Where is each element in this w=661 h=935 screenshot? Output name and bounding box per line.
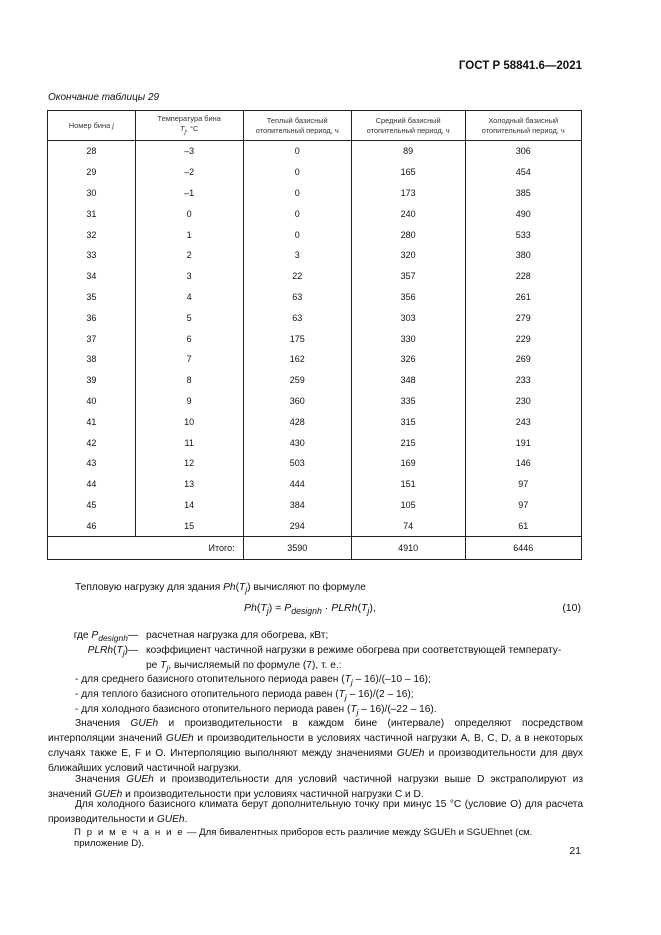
table-cell: 32 [48,224,136,245]
table-cell: 46 [48,515,136,536]
bullet-average: - для среднего базисного отопительного периода равен $(T_j - 16)/(-10 - 16)$; [75,674,431,688]
table-row [48,203,582,224]
table-cell: 97 [465,474,581,495]
table-cell: 41 [48,411,136,432]
table-cell: –3 [135,141,243,162]
table-cell: 11 [135,432,243,453]
definition-pdesign: где $P_{designh}$ — расчетная нагрузка для обогрева, кВт; [48,628,583,644]
table-cell: 330 [351,328,465,349]
table-row [48,515,582,536]
note [74,827,584,849]
table-row [48,495,582,516]
table-cell: 89 [351,141,465,162]
table-cell: 3 [135,266,243,287]
table-row [48,245,582,266]
table-cell: 7 [135,349,243,370]
term-plrh: $PLRh(T_j)$ [87,645,128,659]
table-cell: 490 [465,203,581,224]
table-cell: 14 [135,495,243,516]
table-cell: 360 [243,391,351,412]
table-cell: 348 [351,370,465,391]
bullet-warm: - для теплого базисного отопительного периода равен $(T_j - 16)/(2 - 16)$; [75,689,414,703]
table-body [48,141,582,537]
table-cell: 74 [351,515,465,536]
table-cell: 105 [351,495,465,516]
table-cell: –1 [135,183,243,204]
total-average: 4910 [351,537,465,560]
table-cell: 320 [351,245,465,266]
total-warm: 3590 [243,537,351,560]
table-cell: 15 [135,515,243,536]
table-cell: 0 [243,224,351,245]
table-cell: 9 [135,391,243,412]
table-caption: Окончание таблицы 29 [48,92,160,103]
table-cell: 1 [135,224,243,245]
table-cell: 44 [48,474,136,495]
table-cell: 37 [48,328,136,349]
paragraph-interpolation: Значения GUEh и производительности в каждом бине (интервале) определяют посредством интерполяции значений GUEh и производительности в условиях частичной нагрузки A, B, C, D, а в некоторых случаях также E, F и O. Интерполяцию выполняют между значениями GUEh и производительности для двух ближайших условий частичной нагрузки. [48,718,584,774]
table-cell: 40 [48,391,136,412]
table-cell: 43 [48,453,136,474]
table-cell: 29 [48,162,136,183]
definition-plrh: $PLRh(T_j)$ — коэффициент частичной нагрузки в режиме обогрева при соответствующей температу- ре $T_j$, вычисляемый по формуле (7), т. е.: [48,643,583,673]
table-cell: 45 [48,495,136,516]
document-standard-header: ГОСТ Р 58841.6—2021 [458,60,582,72]
table-cell: 6 [135,328,243,349]
table-cell: 30 [48,183,136,204]
formula-number: (10) [562,602,581,614]
paragraph-cold-climate: Для холодного базисного климата берут дополнительную точку при минус 15 °С (условие O) для расчета производительности и GUEh. [48,799,583,825]
table-cell: 2 [135,245,243,266]
col-header-cold-period: Холодный базисный отопительный период, ч [465,111,581,141]
col-header-bin-number: Номер бина j [48,111,136,141]
table-cell: 0 [243,203,351,224]
table-cell: 315 [351,411,465,432]
table-cell: 357 [351,266,465,287]
table-cell: 228 [465,266,581,287]
table-cell: 356 [351,287,465,308]
table-cell: 233 [465,370,581,391]
table-cell: 279 [465,307,581,328]
table-cell: 28 [48,141,136,162]
table-cell: 165 [351,162,465,183]
col-header-average-period: Средний базисный отопительный период, ч [351,111,465,141]
table-cell: 215 [351,432,465,453]
table-cell: 151 [351,474,465,495]
note-text: — Для бивалентных приборов есть различие между SGUEh и SGUEhnet (см. приложение D). [74,827,533,849]
term-pdesign: где $P_{designh}$ [73,630,128,644]
formula-expression: $Ph(T_j) = P_{designh}$ · $PLRh(T_j)$, [244,602,376,617]
table-cell: 31 [48,203,136,224]
table-cell: 61 [465,515,581,536]
table-cell: 269 [465,349,581,370]
table-cell: 22 [243,266,351,287]
table-cell: 444 [243,474,351,495]
table-cell: 0 [135,203,243,224]
table-row [48,370,582,391]
table-row [48,183,582,204]
col-header-warm-period: Теплый базисный отопительный период, ч [243,111,351,141]
table-cell: 35 [48,287,136,308]
table-cell: 10 [135,411,243,432]
table-cell: 5 [135,307,243,328]
table-cell: 42 [48,432,136,453]
table-cell: 36 [48,307,136,328]
table-row [48,307,582,328]
table-cell: 63 [243,287,351,308]
table-cell: 0 [243,162,351,183]
table-cell: 335 [351,391,465,412]
table-cell: 169 [351,453,465,474]
col-header-bin-temperature: Температура бина $T_j$, °С [135,111,243,141]
table-cell: 280 [351,224,465,245]
table-cell: 12 [135,453,243,474]
table-cell: 162 [243,349,351,370]
table-row [48,432,582,453]
table-cell: 8 [135,370,243,391]
table-cell: –2 [135,162,243,183]
table-cell: 0 [243,183,351,204]
page-number: 21 [569,845,581,857]
table-cell: 13 [135,474,243,495]
table-row [48,474,582,495]
table-row [48,162,582,183]
table-cell: 240 [351,203,465,224]
table-cell: 146 [465,453,581,474]
table-row [48,266,582,287]
table-cell: 229 [465,328,581,349]
table-cell: 385 [465,183,581,204]
table-row [48,224,582,245]
formula-intro: Тепловую нагрузку для здания $Ph(T_j)$ вычисляют по формуле [75,582,366,596]
table-cell: 454 [465,162,581,183]
table-cell: 428 [243,411,351,432]
total-cold: 6446 [465,537,581,560]
table-cell: 503 [243,453,351,474]
table-row [48,349,582,370]
table-total-row [48,537,582,560]
table-cell: 384 [243,495,351,516]
table-row [48,411,582,432]
table-cell: 97 [465,495,581,516]
table-row [48,141,582,162]
table-row [48,287,582,308]
table-row [48,328,582,349]
table-cell: 261 [465,287,581,308]
table-cell: 175 [243,328,351,349]
note-label: П р и м е ч а н и е [74,827,185,838]
bins-table [47,110,582,560]
paragraph-extrapolation: Значения GUEh и производительности для условий частичной нагрузки выше D экстраполируют из значений GUEh и производительности при условиях частичной нагрузки C и D. [48,774,584,800]
table-cell: 533 [465,224,581,245]
table-cell: 38 [48,349,136,370]
table-cell: 430 [243,432,351,453]
bullet-cold: - для холодного базисного отопительного периода равен $(T_j - 16)/(-22 - 16)$. [75,704,437,718]
table-cell: 3 [243,245,351,266]
table-cell: 326 [351,349,465,370]
table-cell: 0 [243,141,351,162]
table-cell: 4 [135,287,243,308]
table-cell: 243 [465,411,581,432]
table-header-row [48,111,582,141]
table-cell: 230 [465,391,581,412]
table-cell: 191 [465,432,581,453]
table-cell: 34 [48,266,136,287]
table-row [48,453,582,474]
table-row [48,391,582,412]
table-cell: 380 [465,245,581,266]
table-cell: 63 [243,307,351,328]
table-cell: 303 [351,307,465,328]
total-label: Итого: [48,537,244,560]
table-cell: 39 [48,370,136,391]
table-cell: 306 [465,141,581,162]
table-cell: 33 [48,245,136,266]
table-cell: 294 [243,515,351,536]
table-cell: 173 [351,183,465,204]
table-cell: 259 [243,370,351,391]
